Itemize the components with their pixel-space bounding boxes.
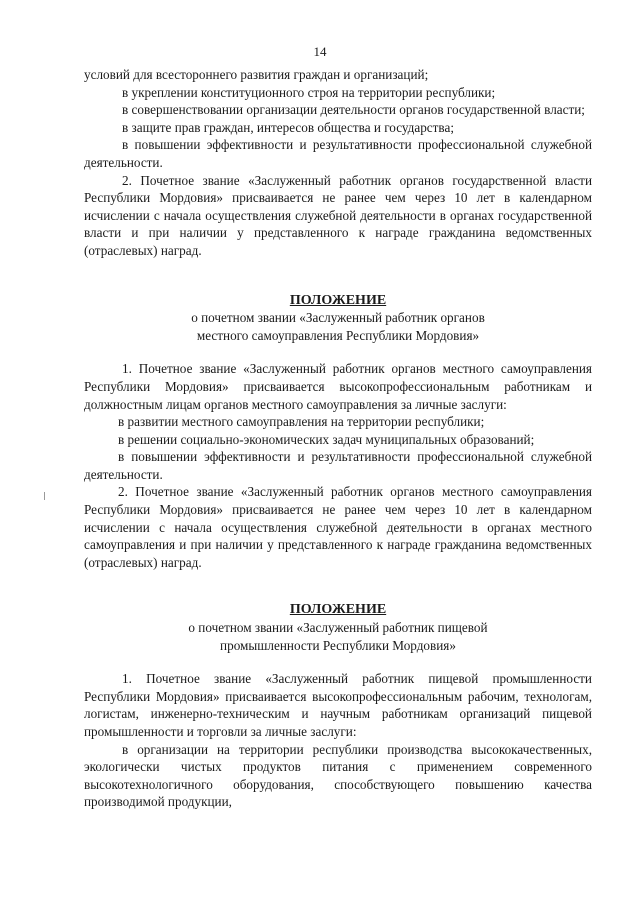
text-line: в совершенствовании организации деятельности органов государственной власти;: [122, 102, 585, 118]
section-title: ПОЛОЖЕНИЕ: [289, 602, 387, 618]
text-paragraph: 2. Почетное звание «Заслуженный работник органов местного самоуправления Республики Мордовия» присваивается не ранее чем через 10 лет в календарном исчислении с начала осуществления служебной деятельности в органах местного самоуправления и при наличии у представленного к награде гражданина ведомственных (отраслевых) наград.: [84, 484, 592, 570]
text-paragraph: 1. Почетное звание «Заслуженный работник органов местного самоуправления Республики Мордовия» присваивается высокопрофессиональным работникам и должностным лицам органов местного самоуправления за личные заслуги:: [84, 361, 592, 412]
document-body: [84, 66, 592, 811]
page-number: 14: [313, 44, 327, 59]
text-paragraph: в организации на территории республики производства высококачественных, экологически чистых продуктов питания с применением современного высокотехнологичного оборудования, способствующего повышению качества производимой продукции,: [84, 741, 592, 810]
section-title: ПОЛОЖЕНИЕ: [289, 292, 387, 308]
text-line: условий для всестороннего развития граждан и организаций;: [84, 67, 429, 82]
text-line: в защите прав граждан, интересов общества и государства;: [122, 119, 454, 135]
text-line: в решении социально-экономических задач муниципальных образований;: [118, 431, 535, 447]
section-subtitle: о почетном звании «Заслуженный работник органов: [191, 310, 485, 326]
section-subtitle: промышленности Республики Мордовия»: [220, 637, 456, 653]
text-line: в повышении эффективности и результативности профессиональной служебной деятельности.: [84, 449, 592, 482]
text-line: в укреплении конституционного строя на территории республики;: [122, 84, 496, 100]
section-subtitle: о почетном звании «Заслуженный работник пищевой: [188, 620, 488, 636]
section-subtitle: местного самоуправления Республики Мордовия»: [196, 327, 480, 343]
text-paragraph: 1. Почетное звание «Заслуженный работник пищевой промышленности Республики Мордовия» присваивается высокопрофессиональным рабочим, технологам, логистам, инженерно-техническим и научным работникам организаций пищевой промышленности и торговли за личные заслуги:: [84, 671, 592, 739]
text-paragraph: 2. Почетное звание «Заслуженный работник органов государственной власти Республики Мордовия» присваивается не ранее чем через 10 лет в календарном исчислении с начала осуществления служебной деятельности в органах государственной власти и при наличии у представленного к награде гражданина ведомственных (отраслевых) наград.: [84, 172, 592, 258]
text-line: в повышении эффективности и результативности профессиональной служебной деятельности.: [84, 137, 592, 170]
text-line: в развитии местного самоуправления на территории республики;: [118, 414, 485, 430]
scan-artifact: [44, 492, 45, 500]
